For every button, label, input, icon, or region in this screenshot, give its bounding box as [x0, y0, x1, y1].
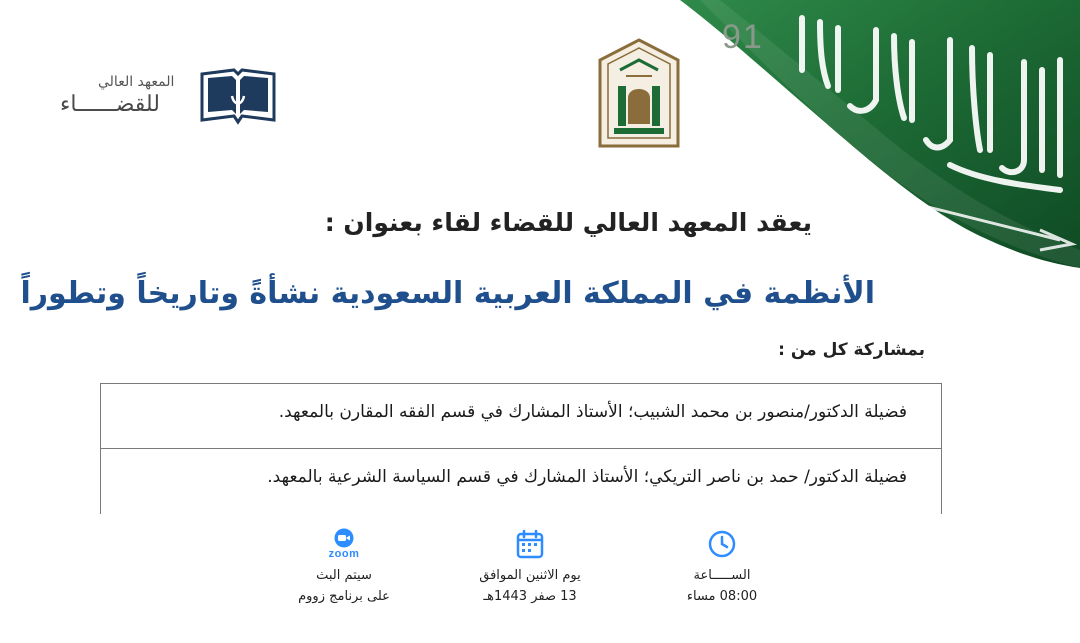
participant-text: فضيلة الدكتور/منصور بن محمد الشبيب؛ الأستاذ المشارك في قسم الفقه المقارن بالمعهد. — [278, 402, 907, 422]
participant-row — [101, 448, 941, 513]
participants-label: بمشاركة كل من : — [778, 340, 925, 360]
broadcast-value: على برنامج زووم — [298, 589, 390, 604]
institute-logo-top-text: المعهد العالي — [98, 74, 175, 90]
date-info — [450, 528, 610, 604]
participants-table — [100, 383, 942, 514]
date-value: 13 صفر 1443هـ — [483, 589, 577, 604]
participant-row — [101, 384, 941, 448]
clock-icon — [707, 529, 737, 559]
time-info — [642, 528, 802, 604]
lecture-title: الأنظمة في المملكة العربية السعودية نشأةً وتاريخاً وتطوراً — [20, 276, 875, 311]
zoom-camera-icon — [332, 528, 356, 548]
time-label: الســـــاعة — [693, 568, 751, 583]
announcement-intro: يعقد المعهد العالي للقضاء لقاء بعنوان : — [324, 208, 812, 237]
date-label: يوم الاثنين الموافق — [479, 568, 581, 583]
flag-number-91: 91 — [722, 18, 764, 56]
broadcast-label: سيتم البث — [316, 568, 372, 583]
open-book-icon — [198, 66, 278, 126]
university-emblem — [598, 38, 680, 150]
zoom-logo-text: zoom — [328, 548, 360, 560]
institute-logo-main-text: للقضــــــاء — [60, 92, 160, 117]
calendar-icon — [516, 529, 544, 559]
time-value: 08:00 مساء — [686, 589, 758, 604]
participant-text: فضيلة الدكتور/ حمد بن ناصر التريكي؛ الأستاذ المشارك في قسم السياسة الشرعية بالمعهد. — [267, 467, 907, 487]
institute-logo — [30, 62, 280, 132]
broadcast-info — [264, 528, 424, 604]
